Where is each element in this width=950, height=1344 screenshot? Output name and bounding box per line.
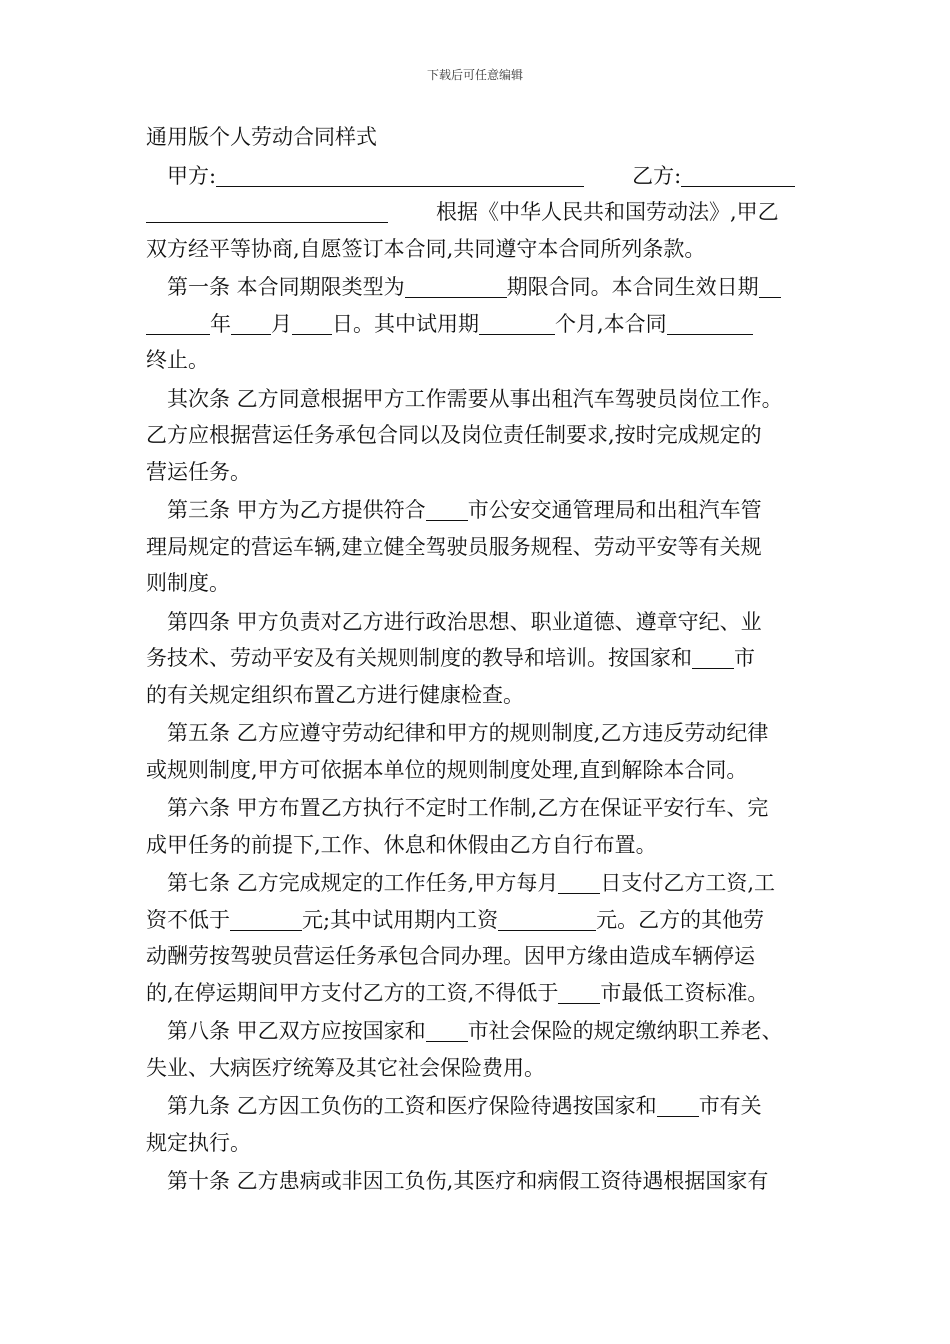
article-7-text: 第七条 乙方完成规定的工作任务,甲方每月	[167, 871, 559, 895]
article-3-line-1	[146, 492, 810, 529]
article-2-line-3: 营运任务。	[146, 459, 251, 484]
party-b-blank-continued[interactable]	[146, 200, 388, 223]
article-4-line-3: 的有关规定组织布置乙方进行健康检查。	[146, 682, 524, 707]
article-7-line-2	[146, 902, 810, 939]
article-4-text: 市	[734, 646, 755, 670]
city-blank[interactable]	[692, 646, 734, 669]
article-6-line-2: 成甲任务的前提下,工作、休息和休假由乙方自行布置。	[146, 832, 657, 857]
article-1-text: 期限合同。本合同生效日期	[506, 275, 759, 299]
article-3-line-2: 理局规定的营运车辆,建立健全驾驶员服务规程、劳动平安等有关规	[146, 534, 762, 559]
party-a-label: 甲方:	[167, 163, 217, 188]
article-4-line-1: 第四条 甲方负责对乙方进行政治思想、职业道德、遵章守纪、业	[167, 609, 762, 634]
year-label: 年	[210, 311, 231, 336]
article-7-line-1	[146, 865, 810, 902]
preamble-line: 双方经平等协商,自愿签订本合同,共同遵守本合同所列条款。	[146, 236, 706, 261]
effective-year-blank[interactable]	[759, 275, 781, 298]
article-7-text: 日支付乙方工资,工	[600, 871, 776, 895]
article-5-line-2: 或规则制度,甲方可依据本单位的规则制度处理,直到解除本合同。	[146, 757, 748, 782]
article-1-text: 第一条 本合同期限类型为	[167, 275, 405, 299]
article-3-text: 第三条 甲方为乙方提供符合	[167, 498, 426, 522]
article-7-line-4	[146, 975, 810, 1012]
article-10-line-1: 第十条 乙方患病或非因工负伤,其医疗和病假工资待遇根据国家有	[167, 1169, 769, 1193]
probation-months-blank[interactable]	[479, 312, 555, 335]
article-7-line-3: 动酬劳按驾驶员营运任务承包合同办理。因甲方缘由造成车辆停运	[146, 944, 755, 968]
article-9-text: 市有关	[698, 1094, 762, 1118]
party-a-blank[interactable]	[216, 164, 584, 187]
article-7-text: 元;其中试用期内工资	[302, 907, 499, 932]
contract-type-blank[interactable]	[405, 275, 507, 298]
article-1-text: 日。其中试用期	[332, 311, 479, 336]
article-1-line-2	[146, 306, 810, 343]
city-blank[interactable]	[657, 1094, 699, 1117]
article-9-text: 第九条 乙方因工负伤的工资和医疗保险待遇按国家和	[167, 1094, 657, 1118]
article-5-line-1: 第五条 乙方应遵守劳动纪律和甲方的规则制度,乙方违反劳动纪律	[167, 721, 769, 745]
month-label: 月	[271, 311, 292, 336]
article-9-line-1	[146, 1088, 810, 1125]
article-3-text: 市公安交通管理局和出租汽车管	[467, 498, 762, 522]
article-1-line-1	[146, 269, 810, 306]
party-b-blank-continued-line	[146, 194, 810, 231]
document-title: 通用版个人劳动合同样式	[146, 125, 377, 149]
parties-line	[146, 158, 810, 195]
city-blank[interactable]	[426, 1019, 468, 1042]
article-3-line-3: 则制度。	[146, 571, 230, 595]
article-1-text: 个月,本合同	[555, 311, 667, 336]
effective-month-blank[interactable]	[231, 312, 271, 335]
page-header-note: 下载后可任意编辑	[426, 68, 523, 82]
article-7-text: 市最低工资标准。	[600, 980, 769, 1005]
effective-year-blank-continued[interactable]	[146, 312, 210, 335]
article-2-line-1: 其次条 乙方同意根据甲方工作需要从事出租汽车驾驶员岗位工作。	[167, 386, 783, 411]
contract-body	[146, 119, 810, 1200]
min-wage-blank[interactable]	[230, 908, 302, 931]
article-7-text: 的,在停运期间甲方支付乙方的工资,不得低于	[146, 980, 559, 1005]
contract-end-blank[interactable]	[667, 312, 753, 335]
party-b-label: 乙方:	[632, 163, 682, 188]
article-2-line-2: 乙方应根据营运任务承包合同以及岗位责任制要求,按时完成规定的	[146, 423, 762, 447]
article-4-text: 务技术、劳动平安及有关规则制度的教导和培训。按国家和	[146, 646, 692, 670]
city-blank[interactable]	[426, 498, 468, 521]
article-8-line-1	[146, 1013, 810, 1050]
article-9-line-2: 规定执行。	[146, 1130, 251, 1155]
article-8-text: 市社会保险的规定缴纳职工养老、	[467, 1019, 783, 1043]
article-4-line-2	[146, 640, 810, 677]
article-7-text: 元。乙方的其他劳	[596, 907, 765, 932]
party-b-blank[interactable]	[681, 164, 795, 187]
article-8-text: 第八条 甲乙双方应按国家和	[167, 1019, 426, 1043]
article-7-text: 资不低于	[146, 907, 230, 932]
law-reference-text: 根据《中华人民共和国劳动法》,甲乙	[436, 200, 779, 224]
probation-wage-blank[interactable]	[498, 908, 596, 931]
article-8-line-2: 失业、大病医疗统筹及其它社会保险费用。	[146, 1055, 545, 1080]
article-6-line-1: 第六条 甲方布置乙方执行不定时工作制,乙方在保证平安行车、完	[167, 796, 769, 820]
pay-day-blank[interactable]	[558, 871, 600, 894]
city-blank[interactable]	[558, 981, 600, 1004]
article-1-line-3: 终止。	[146, 348, 209, 372]
effective-day-blank[interactable]	[292, 312, 332, 335]
